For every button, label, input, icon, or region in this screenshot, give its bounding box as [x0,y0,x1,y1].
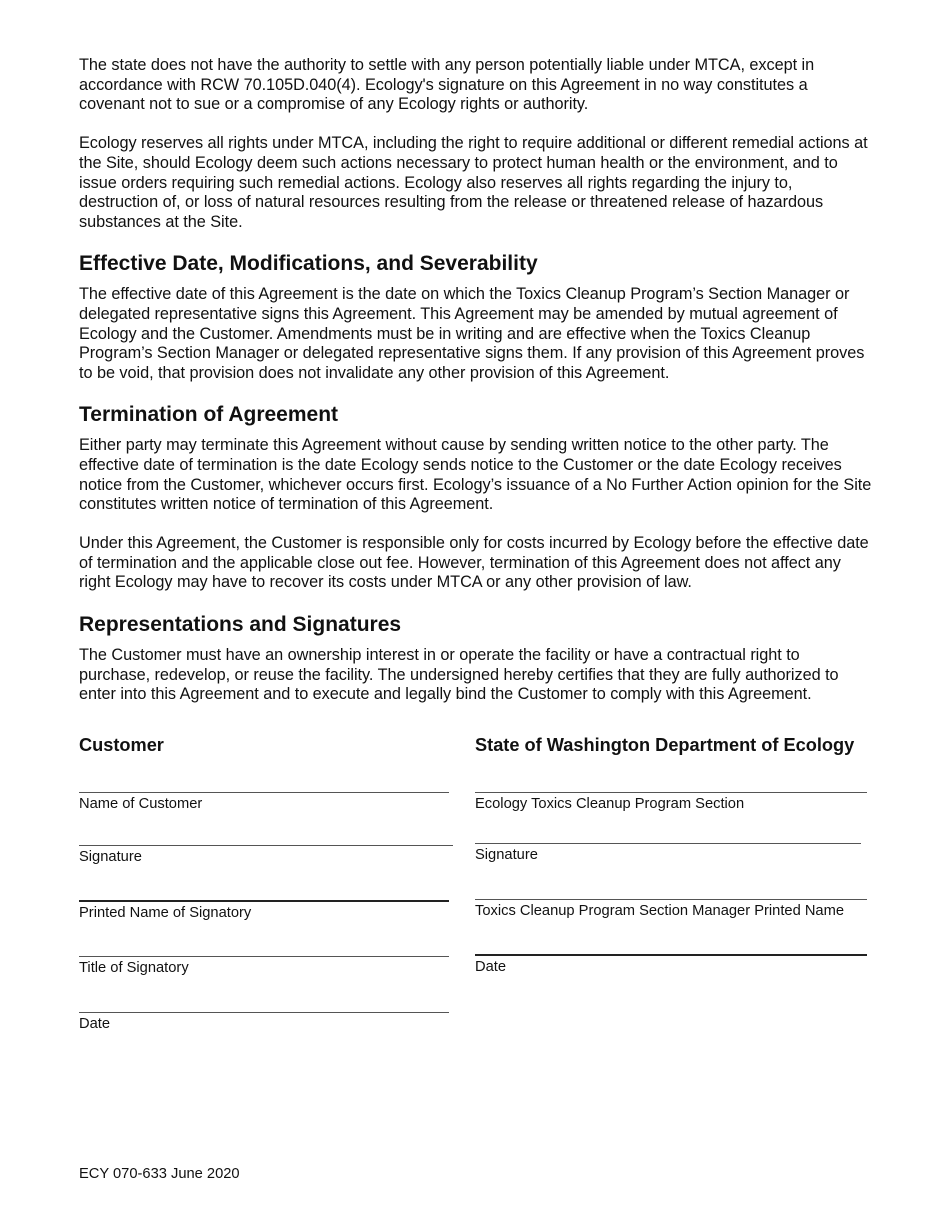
ecology-printed-name-field[interactable] [475,899,867,920]
field-label: Signature [79,849,142,865]
form-number-footer: ECY 070-633 June 2020 [79,1166,240,1182]
ecology-date-field[interactable] [475,954,867,976]
field-label: Title of Signatory [79,960,189,976]
signature-line [79,956,449,957]
heading-termination: Termination of Agreement [79,403,339,427]
signature-block [79,734,869,1044]
customer-column-title: Customer [79,735,164,755]
signature-line [79,1012,449,1013]
customer-name-field[interactable] [79,792,449,813]
ecology-signature-column [475,734,867,975]
heading-representations: Representations and Signatures [79,613,402,637]
field-label: Printed Name of Signatory [79,905,252,921]
signature-line [475,792,867,793]
paragraph-termination-costs: Under this Agreement, the Customer is responsible only for costs incurred by Ecology before the effective date of termination and the applicable close out fee. However, termination of this Agreement does not affect any right Ecology may have to recover its costs under MTCA or any other provision of law. [79,534,869,592]
agreement-body [79,56,874,705]
signature-line [475,843,861,844]
paragraph-representations: The Customer must have an ownership interest in or operate the facility or have a contractual right to purchase, redevelop, or reuse the facility. The undersigned hereby certifies that they are fully authorized to enter into this Agreement and to execute and legally bind the Customer to comply with this Agreement. [79,646,839,704]
signature-line [475,899,867,900]
heading-effective-date: Effective Date, Modifications, and Severability [79,252,538,276]
paragraph-reserved-rights: Ecology reserves all rights under MTCA, including the right to require additional or different remedial actions at the Site, should Ecology deem such actions necessary to protect human health or the environment, and to issue orders requiring such remedial actions. Ecology also reserves all rights regarding the injury to, destruction of, or loss of natural resources resulting from the release or threatened release of hazardous substances at the Site. [79,134,868,231]
customer-signature-field[interactable] [79,845,453,866]
ecology-signature-field[interactable] [475,843,861,864]
customer-printed-name-field[interactable] [79,900,449,922]
ecology-section-field[interactable] [475,792,867,813]
field-label: Ecology Toxics Cleanup Program Section [475,796,745,812]
paragraph-settlement-authority: The state does not have the authority to settle with any person potentially liable under MTCA, except in accordance with RCW 70.105D.040(4). Ecology's signature on this Agreement in no way constitutes a covenant not to sue or a compromise of any Ecology rights or authority. [79,56,815,114]
customer-signature-column [79,734,449,1032]
paragraph-termination-notice: Either party may terminate this Agreement without cause by sending written notice to the other party. The effective date of termination is the date Ecology sends notice to the Customer or the date Ecology receives notice from the Customer, whichever occurs first. Ecology’s issuance of a No Further Action opinion for the Site constitutes written notice of termination of this Agreement. [79,436,872,514]
customer-title-field[interactable] [79,956,449,977]
ecology-column-title: State of Washington Department of Ecology [475,735,855,755]
field-label: Date [79,1016,111,1032]
customer-date-field[interactable] [79,1012,449,1033]
paragraph-effective-date: The effective date of this Agreement is the date on which the Toxics Cleanup Program’s Section Manager or delegated representative signs this Agreement. This Agreement may be amended by mutual agreement of Ecology and the Customer. Amendments must be in writing and are effective when the Toxics Cleanup Program’s Section Manager or delegated representative signs them. If any provision of this Agreement proves to be void, that provision does not invalidate any other provision of this Agreement. [79,285,865,382]
field-label: Toxics Cleanup Program Section Manager Printed Name [475,903,844,919]
signature-line [79,900,449,902]
signature-line [79,792,449,793]
field-label: Signature [475,847,538,863]
field-label: Name of Customer [79,796,203,812]
field-label: Date [475,959,507,975]
signature-line [79,845,453,846]
signature-line [475,954,867,956]
